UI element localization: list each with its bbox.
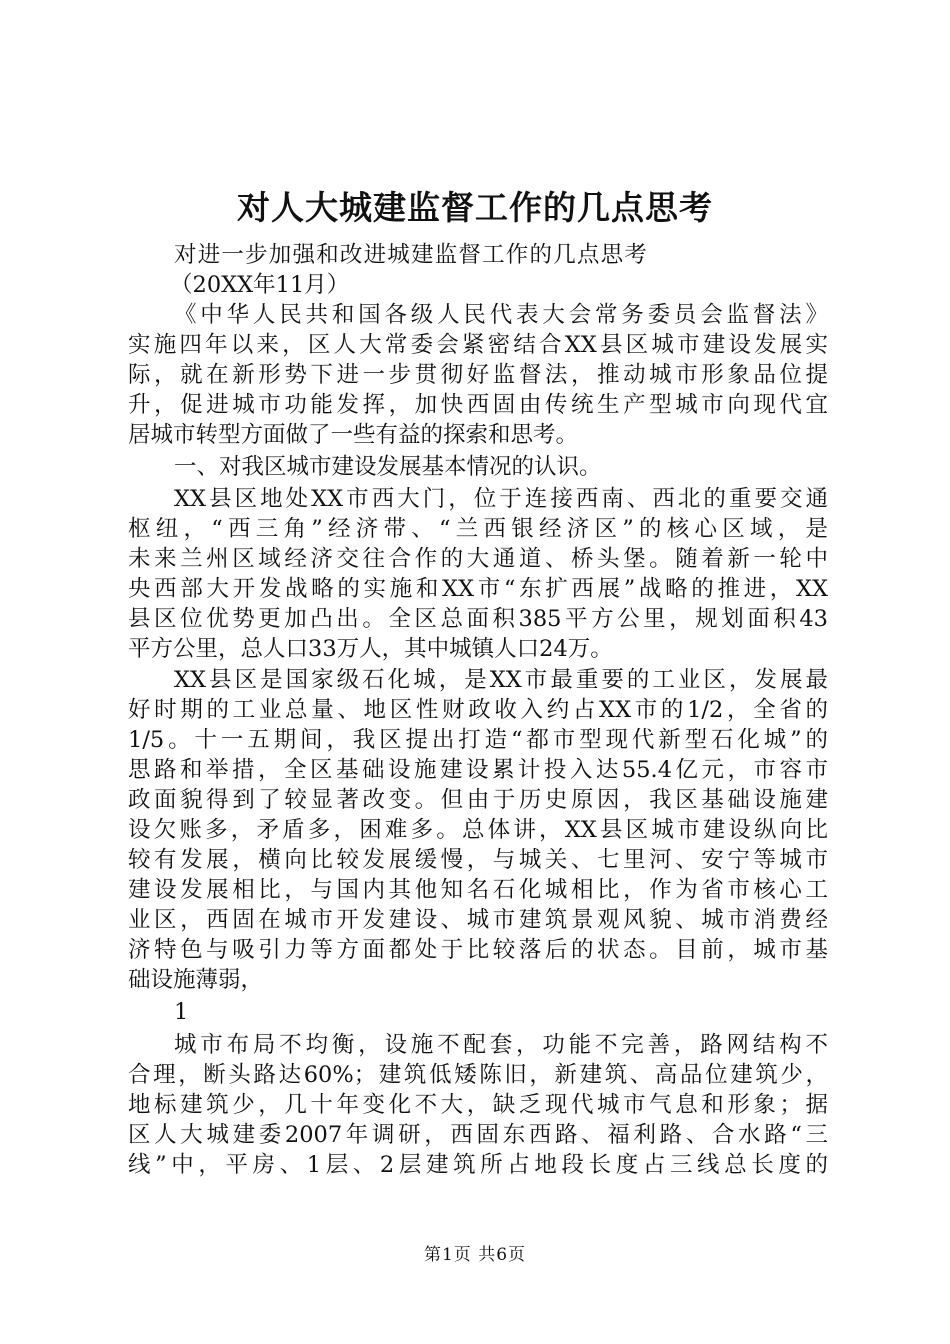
paragraph-line: XX县区是国家级石化城，是XX市最重要的工业区，发展最 bbox=[174, 667, 828, 693]
paragraph-line: XX县区地处XX市西大门，位于连接西南、西北的重要交通 bbox=[174, 486, 828, 512]
paragraph-line: 线”中，平房、1层、2层建筑所占地段长度占三线总长度的 bbox=[128, 1152, 828, 1178]
inline-page-number: 1 bbox=[174, 999, 189, 1025]
paragraph-line: 1/5。十一五期间，我区提出打造“都市型现代新型石化城”的 bbox=[128, 727, 828, 753]
paragraph-line: 区人大城建委2007年调研，西固东西路、福利路、合水路“三 bbox=[128, 1122, 828, 1148]
paragraph-line: 际，就在新形势下进一步贯彻好监督法，推动城市形象品位提 bbox=[128, 362, 828, 388]
paragraph-line: 未来兰州区域经济交往合作的大通道、桥头堡。随着新一轮中 bbox=[128, 546, 828, 572]
paragraph-line: 升，促进城市功能发挥，加快西固由传统生产型城市向现代宜 bbox=[128, 392, 828, 418]
paragraph-line: 好时期的工业总量、地区性财政收入约占XX市的1/2，全省的 bbox=[128, 697, 828, 723]
paragraph-line: 础设施薄弱， bbox=[128, 967, 264, 993]
paragraph-line: 地标建筑少，几十年变化不大，缺乏现代城市气息和形象；据 bbox=[128, 1092, 828, 1118]
paragraph-line: 设欠账多，矛盾多，困难多。总体讲，XX县区城市建设纵向比 bbox=[128, 817, 828, 843]
paragraph-line: 居城市转型方面做了一些有益的探索和思考。 bbox=[128, 422, 579, 448]
paragraph-line: 思路和举措，全区基础设施建设累计投入达55.4亿元，市容市 bbox=[128, 757, 828, 783]
paragraph-line: 合理，断头路达60%；建筑低矮陈旧，新建筑、高品位建筑少， bbox=[128, 1062, 828, 1088]
paragraph-line: 政面貌得到了较显著改变。但由于历史原因，我区基础设施建 bbox=[128, 787, 828, 813]
paragraph-line: 《中华人民共和国各级人民代表大会常务委员会监督法》 bbox=[174, 302, 828, 328]
paragraph-line: 平方公里，总人口33万人，其中城镇人口24万。 bbox=[128, 636, 613, 662]
paragraph-line: 业区，西固在城市开发建设、城市建筑景观风貌、城市消费经 bbox=[128, 907, 828, 933]
paragraph-line: 县区位优势更加凸出。全区总面积385平方公里，规划面积43 bbox=[128, 606, 828, 632]
paragraph-line: 实施四年以来，区人大常委会紧密结合XX县区城市建设发展实 bbox=[128, 332, 828, 358]
document-date: （20XX年11月） bbox=[170, 272, 350, 298]
page-footer: 第1页 共6页 bbox=[423, 1245, 527, 1265]
paragraph-line: 枢纽，“西三角”经济带、“兰西银经济区”的核心区域，是 bbox=[128, 516, 828, 542]
section-heading: 一、对我区城市建设发展基本情况的认识。 bbox=[174, 454, 602, 480]
paragraph-line: 较有发展，横向比较发展缓慢，与城关、七里河、安宁等城市 bbox=[128, 847, 828, 873]
paragraph-line: 建设发展相比，与国内其他知名石化城相比，作为省市核心工 bbox=[128, 877, 828, 903]
document-title: 对人大城建监督工作的几点思考 bbox=[237, 188, 713, 227]
paragraph-line: 央西部大开发战略的实施和XX市“东扩西展”战略的推进，XX bbox=[128, 576, 828, 602]
document-subtitle: 对进一步加强和改进城建监督工作的几点思考 bbox=[174, 242, 649, 268]
paragraph-line: 济特色与吸引力等方面都处于比较落后的状态。目前，城市基 bbox=[128, 937, 828, 963]
paragraph-line: 城市布局不均衡，设施不配套，功能不完善，路网结构不 bbox=[174, 1032, 828, 1058]
